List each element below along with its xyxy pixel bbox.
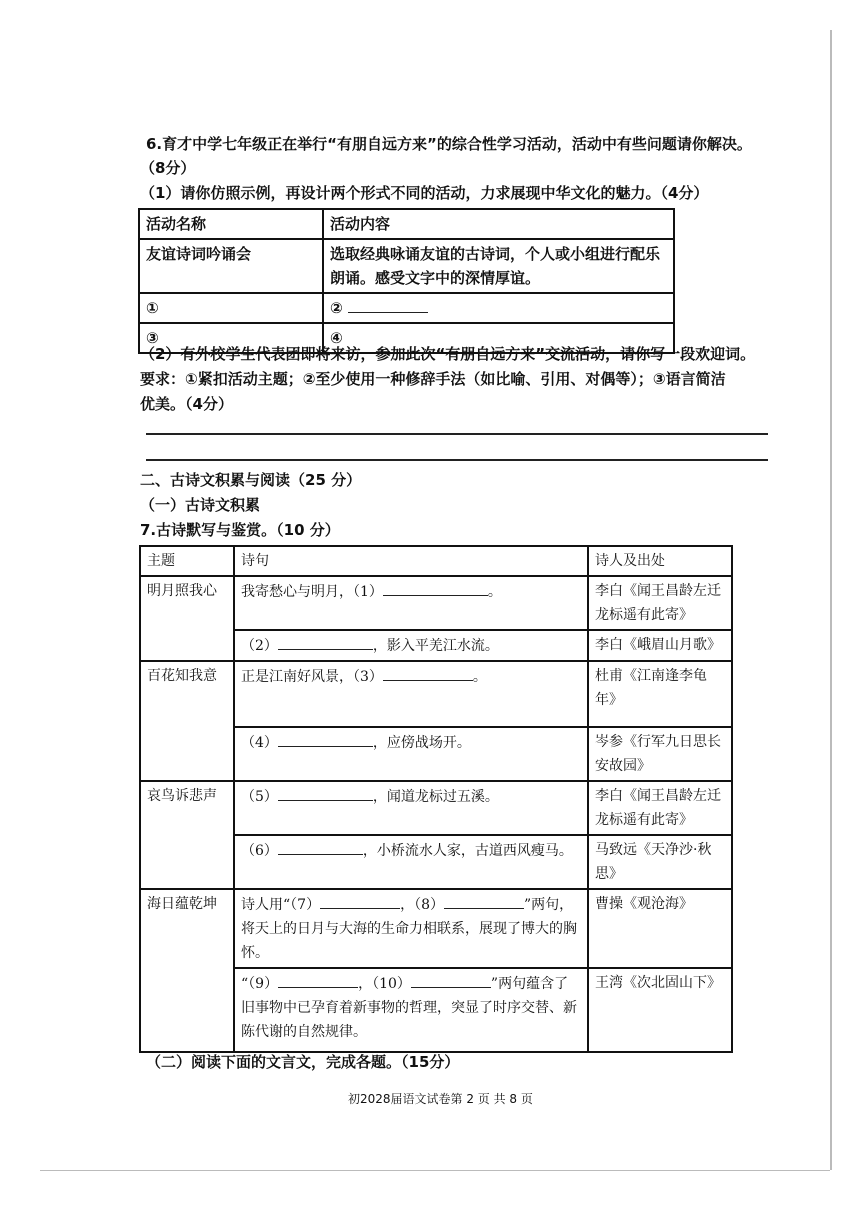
answer-line-2[interactable] [146, 459, 768, 461]
marker-1: ① [146, 299, 159, 317]
answer-line-1[interactable] [146, 433, 768, 435]
section2-part2: （二）阅读下面的文言文，完成各题。（15分） [146, 1053, 460, 1071]
activity-example-content [323, 239, 674, 293]
q6-intro: 6.育才中学七年级正在举行“有朋自远方来”的综合性学习活动，活动中有些问题请你解决。 [146, 135, 752, 153]
poem-header-lines: 诗句 [234, 546, 588, 576]
blank-1[interactable] [383, 579, 488, 596]
poem-line-cell: 正是江南好风景，（3） 。 [234, 661, 588, 727]
blank-8[interactable] [444, 892, 524, 909]
source-cell: 杜甫《江南逢李龟年》 [588, 661, 732, 727]
blank-4[interactable] [278, 730, 373, 747]
source-cell: 李白《闻王昌龄左迁龙标遥有此寄》 [588, 576, 732, 630]
poem-table [139, 545, 733, 1053]
activity-example-content-line1: 选取经典咏诵友谊的古诗词，个人或小组进行配乐 [330, 245, 661, 263]
activity-header-name: 活动名称 [139, 209, 323, 239]
q7-title: 7.古诗默写与鉴赏。（10 分） [140, 521, 340, 539]
scan-edge-right [830, 30, 832, 1170]
blank-7[interactable] [320, 892, 400, 909]
poem-line-cell: （5） ，闻道龙标过五溪。 [234, 781, 588, 835]
activity-blank-name-1[interactable] [139, 293, 323, 323]
section2-part1: （一）古诗文积累 [140, 496, 261, 514]
marker-2: ② [330, 299, 343, 317]
q6-sub2-line1: （2）有外校学生代表团即将来访，参加此次“有朋自远方来”交流活动，请你写一段欢迎词。 [140, 345, 756, 363]
source-cell: 马致远《天净沙·秋思》 [588, 835, 732, 889]
q6-sub1: （1）请你仿照示例，再设计两个形式不同的活动，力求展现中华文化的魅力。（4分） [140, 184, 709, 202]
q6-score: （8分） [140, 159, 196, 177]
marker-4: ④ [330, 329, 343, 347]
source-cell: 王湾《次北固山下》 [588, 968, 732, 1052]
poem-header-source: 诗人及出处 [588, 546, 732, 576]
activity-table [138, 208, 675, 354]
poem-header-theme: 主题 [140, 546, 234, 576]
source-cell: 曹操《观沧海》 [588, 889, 732, 968]
activity-header-content: 活动内容 [323, 209, 674, 239]
source-cell: 岑参《行军九日思长安故园》 [588, 727, 732, 781]
activity-example-name: 友谊诗词吟诵会 [139, 239, 323, 293]
blank-5[interactable] [278, 784, 373, 801]
activity-example-content-line2: 朗诵。感受文字中的深情厚谊。 [330, 269, 541, 287]
marker-3: ③ [146, 329, 159, 347]
source-cell: 李白《峨眉山月歌》 [588, 630, 732, 661]
blank-3[interactable] [383, 664, 473, 681]
blank-2[interactable] [278, 633, 373, 650]
theme-cell: 明月照我心 [140, 576, 234, 661]
scan-edge-bottom [40, 1170, 830, 1171]
theme-cell: 海日蕴乾坤 [140, 889, 234, 1052]
source-cell: 李白《闻王昌龄左迁龙标遥有此寄》 [588, 781, 732, 835]
poem-line-cell: （2） ，影入平羌江水流。 [234, 630, 588, 661]
theme-cell: 哀鸟诉悲声 [140, 781, 234, 889]
activity-blank-content-1[interactable] [323, 293, 674, 323]
theme-cell: 百花知我意 [140, 661, 234, 781]
poem-line-cell: 诗人用“（7） ，（8） ”两句，将天上的日月与大海的生命力相联系，展现了博大的胸怀。 [234, 889, 588, 968]
section2-title: 二、古诗文积累与阅读（25 分） [140, 471, 362, 489]
blank-6[interactable] [278, 838, 363, 855]
blank-10[interactable] [411, 971, 491, 988]
poem-line-cell: 我寄愁心与明月，（1） 。 [234, 576, 588, 630]
blank-9[interactable] [278, 971, 358, 988]
poem-line-cell: （6） ，小桥流水人家，古道西风瘦马。 [234, 835, 588, 889]
q6-sub2-line2: 要求：①紧扣活动主题；②至少使用一种修辞手法（如比喻、引用、对偶等）；③语言简洁 [140, 370, 726, 388]
q6-sub2-line3: 优美。（4分） [140, 395, 233, 413]
poem-line-cell: （4） ，应傍战场开。 [234, 727, 588, 781]
page-footer: 初2028届语文试卷第 2 页 共 8 页 [348, 1092, 533, 1106]
poem-line-cell: “（9） ，（10） ”两句蕴含了旧事物中已孕育着新事物的哲理，突显了时序交替、新陈代谢的自然规律。 [234, 968, 588, 1052]
